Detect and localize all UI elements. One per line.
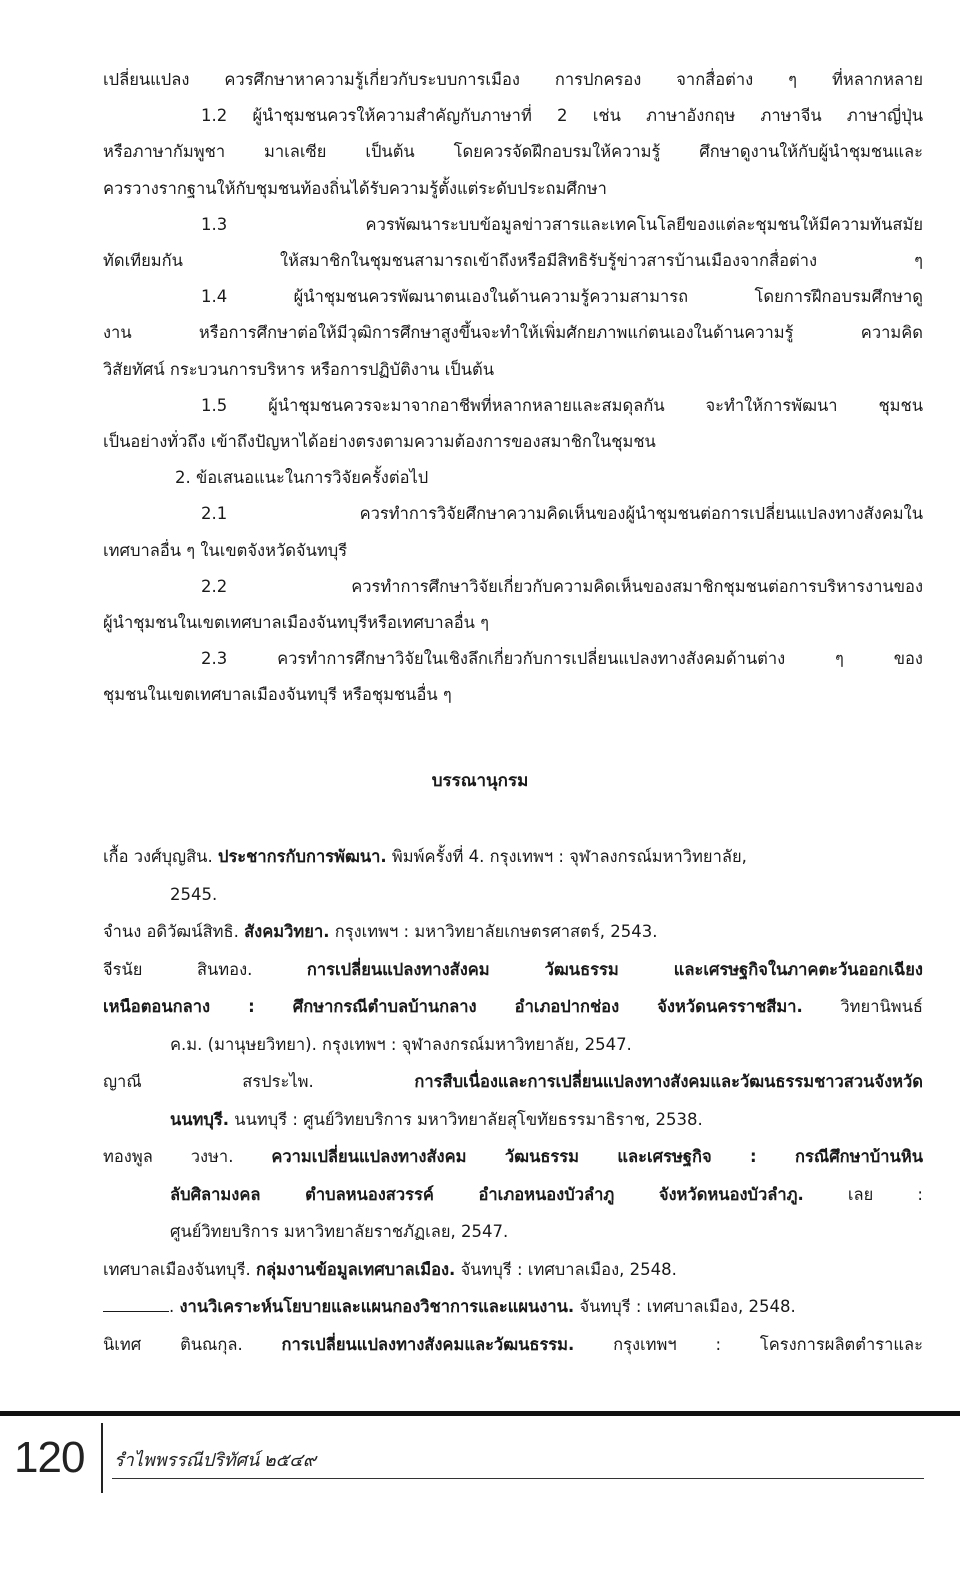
ref-publisher: วิทยานิพนธ์ — [840, 997, 923, 1016]
ref-title: การเปลี่ยนแปลงทางสังคม วัฒนธรรม และเศรษฐกิจในภาคตะวันออกเฉียง — [306, 959, 923, 979]
footer-divider — [101, 1423, 103, 1493]
bibliography-list — [103, 838, 923, 1363]
paragraph-line: ชุมชนในเขตเทศบาลเมืองจันทบุรี หรือชุมชนอื่น ๆ — [103, 685, 452, 705]
paragraph-line: 1.3 ควรพัฒนาระบบข้อมูลข่าวสารและเทคโนโลยีของแต่ละชุมชนให้มีความทันสมัย — [201, 214, 923, 234]
reference-continuation — [103, 1101, 923, 1139]
ref-publisher: จันทบุรี : เทศบาลเมือง, 2548. — [579, 1297, 796, 1316]
ref-title: การสืบเนื่องและการเปลี่ยนแปลงทางสังคมและวัฒนธรรมชาวสวนจังหวัด — [414, 1072, 923, 1091]
ref-author: จีรนัย สินทอง. — [103, 959, 253, 979]
reference-entry — [103, 913, 923, 951]
paragraph-line: 1.2 ผู้นำชุมชนควรให้ความสำคัญกับภาษาที่ 2 เช่น ภาษาอังกฤษ ภาษาจีน ภาษาญี่ปุ่น — [201, 106, 923, 126]
ref-title: สังคมวิทยา. — [244, 922, 330, 941]
same-author-rule — [103, 1297, 169, 1312]
reference-entry — [103, 1326, 923, 1364]
paragraph-line: 2.2 ควรทำการศึกษาวิจัยเกี่ยวกับความคิดเห็นของสมาชิกชุมชนต่อการบริหารงานของ — [201, 576, 923, 596]
reference-entry: . งานวิเคราะห์นโยบายและแผนกองวิชาการและแผนงาน. จันทบุรี : เทศบาลเมือง, 2548. — [103, 1288, 923, 1326]
paragraph-line: 1.5 ผู้นำชุมชนควรจะมาจากอาชีพที่หลากหลายและสมดุลกัน จะทำให้การพัฒนา ชุมชน — [201, 395, 923, 415]
paragraph-line: ควรวางรากฐานให้กับชุมชนท้องถิ่นได้รับความรู้ตั้งแต่ระดับประถมศึกษา — [103, 178, 607, 198]
reference-entry — [103, 1138, 923, 1176]
reference-entry — [103, 951, 923, 989]
ref-author: เทศบาลเมืองจันทบุรี. — [103, 1259, 251, 1279]
ref-title: นนทบุรี. — [170, 1109, 230, 1129]
reference-continuation — [103, 988, 923, 1026]
reference-continuation: ค.ม. (มานุษยวิทยา). กรุงเทพฯ : จุฬาลงกรณ์มหาวิทยาลัย, 2547. — [170, 1034, 632, 1054]
paragraph-line: เปลี่ยนแปลง ควรศึกษาหาความรู้เกี่ยวกับระบบการเมือง การปกครอง จากสื่อต่าง ๆ ที่หลากหลาย — [103, 70, 923, 89]
reference-entry — [103, 1063, 923, 1101]
ref-title: กลุ่มงานข้อมูลเทศบาลเมือง. — [255, 1259, 456, 1279]
paragraph-line: ทัดเทียมกัน ให้สมาชิกในชุมชนสามารถเข้าถึงหรือมีสิทธิรับรู้ข่าวสารบ้านเมืองจากสื่อต่าง ๆ — [103, 251, 923, 271]
footer-rule — [0, 1411, 960, 1416]
paragraph-line: วิสัยทัศน์ กระบวนการบริหาร หรือการปฏิบัติงาน เป็นต้น — [103, 359, 495, 379]
ref-publisher: กรุงเทพฯ : โครงการผลิตตำราและ — [613, 1334, 923, 1354]
paragraph-line: 1.4 ผู้นำชุมชนควรพัฒนาตนเองในด้านความรู้ความสามารถ โดยการฝึกอบรมศึกษาดู — [201, 287, 923, 307]
reference-continuation: 2545. — [170, 884, 218, 904]
paragraph-line: 2.1 ควรทำการวิจัยศึกษาความคิดเห็นของผู้นำชุมชนต่อการเปลี่ยนแปลงทางสังคมใน — [201, 504, 923, 524]
ref-publisher: พิมพ์ครั้งที่ 4. กรุงเทพฯ : จุฬาลงกรณ์มหาวิทยาลัย, — [391, 847, 747, 866]
paragraph-line: หรือภาษากัมพูชา มาเลเซีย เป็นต้น โดยควรจัดฝึกอบรมให้ความรู้ ศึกษาดูงานให้กับผู้นำชุมชนและ — [103, 142, 923, 162]
bibliography-heading: บรรณานุกรม — [431, 771, 529, 791]
ref-publisher: จันทบุรี : เทศบาลเมือง, 2548. — [460, 1259, 677, 1279]
reference-entry — [103, 838, 923, 876]
paragraph-line: เป็นอย่างทั่วถึง เข้าถึงปัญหาได้อย่างตรงตามความต้องการของสมาชิกในชุมชน — [103, 432, 656, 452]
ref-author: นิเทศ ตินณกุล. — [103, 1334, 243, 1354]
ref-publisher: นนทบุรี : ศูนย์วิทยบริการ มหาวิทยาลัยสุโขทัยธรรมาธิราช, 2538. — [234, 1109, 703, 1129]
ref-title: ประชากรกับการพัฒนา. — [217, 847, 387, 866]
ref-author: จำนง อดิวัฒน์สิทธิ. — [103, 922, 239, 941]
ref-title: งานวิเคราะห์นโยบายและแผนกองวิชาการและแผนงาน. — [179, 1297, 575, 1316]
ref-author: ทองพูล วงษา. — [103, 1147, 234, 1166]
reference-continuation: ศูนย์วิทยบริการ มหาวิทยาลัยราชภัฏเลย, 2547. — [170, 1222, 509, 1241]
ref-title: ลับศิลามงคล ตำบลหนองสวรรค์ อำเภอหนองบัวลำภู จังหวัดหนองบัวลำภู. — [170, 1184, 804, 1204]
ref-title: การเปลี่ยนแปลงทางสังคมและวัฒนธรรม. — [281, 1334, 575, 1354]
reference-continuation — [103, 1176, 923, 1214]
running-title: รำไพพรรณีปริทัศน์ ๒๕๔๙ — [114, 1450, 317, 1470]
ref-title: ความเปลี่ยนแปลงทางสังคม วัฒนธรรม และเศรษฐกิจ : กรณีศึกษาบ้านหิน — [271, 1147, 923, 1166]
body-text — [103, 62, 923, 714]
paragraph-line: 2.3 ควรทำการศึกษาวิจัยในเชิงลึกเกี่ยวกับการเปลี่ยนแปลงทางสังคมด้านต่าง ๆ ของ — [201, 649, 923, 669]
paragraph-line: ผู้นำชุมชนในเขตเทศบาลเมืองจันทบุรีหรือเทศบาลอื่น ๆ — [103, 613, 490, 633]
ref-title: เหนือตอนกลาง : ศึกษากรณีตำบลบ้านกลาง อำเภอปากช่อง จังหวัดนครราชสีมา. — [103, 997, 803, 1016]
section-heading: 2. ข้อเสนอแนะในการวิจัยครั้งต่อไป — [175, 468, 429, 488]
ref-author: เกื้อ วงศ์บุญสิน. — [103, 847, 213, 866]
ref-publisher: กรุงเทพฯ : มหาวิทยาลัยเกษตรศาสตร์, 2543. — [334, 922, 658, 941]
ref-author: ญาณี สรประไพ. — [103, 1072, 314, 1091]
footer-underline — [112, 1478, 924, 1479]
paragraph-line: เทศบาลอื่น ๆ ในเขตจังหวัดจันทบุรี — [103, 540, 348, 560]
paragraph-line: งาน หรือการศึกษาต่อให้มีวุฒิการศึกษาสูงขึ้นจะทำให้เพิ่มศักยภาพแก่ตนเองในด้านความรู้ ความคิด — [103, 323, 923, 343]
page-number: 120 — [14, 1433, 85, 1482]
ref-publisher: เลย : — [847, 1184, 923, 1204]
reference-entry — [103, 1251, 923, 1289]
